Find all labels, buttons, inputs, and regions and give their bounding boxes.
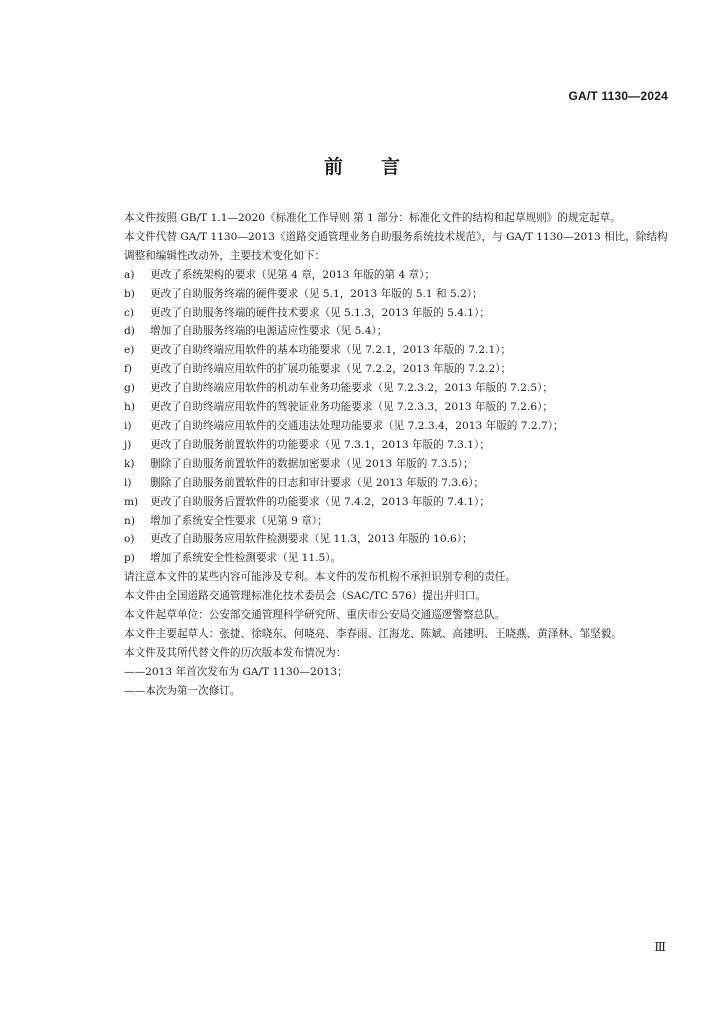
list-marker: g)	[124, 382, 135, 395]
proposer-statement: 本文件由全国道路交通管理标准化技术委员会（SAC/TC 576）提出并归口。	[124, 590, 486, 603]
list-item-text: 更改了系统架构的要求（见第 4 章，2013 年版的第 4 章）；	[150, 268, 436, 281]
page-title: 前言	[323, 156, 438, 178]
page-number: Ⅲ	[654, 940, 666, 954]
list-item	[103, 379, 669, 398]
main-drafters: 本文件主要起草人：张捷、徐晓东、何晓亮、李春雨、江海龙、陈斌、高建明、王晓燕、黄泽林、邹坚毅。	[124, 627, 622, 640]
patent-notice: 请注意本文件的某些内容可能涉及专利。本文件的发布机构不承担识别专利的责任。	[124, 571, 516, 584]
history-item: ——2013 年首次发布为 GA/T 1130—2013；	[124, 665, 348, 678]
list-item-text: 删除了自助服务前置软件的日志和审计要求（见 2013 年版的 7.3.6）；	[150, 476, 485, 489]
drafting-units: 本文件起草单位：公安部交通管理科学研究所、重庆市公安局交通巡逻警察总队。	[124, 609, 506, 622]
list-marker: o)	[124, 533, 135, 546]
list-marker: m)	[124, 495, 139, 508]
list-item-text: 增加了自助服务终端的电源适应性要求（见 5.4）；	[150, 325, 388, 338]
list-item	[103, 360, 669, 379]
list-marker: l)	[124, 476, 132, 489]
list-item	[103, 322, 669, 341]
list-marker: c)	[124, 306, 135, 319]
list-item	[103, 398, 669, 417]
list-item	[103, 493, 669, 512]
list-marker: d)	[124, 325, 135, 338]
list-marker: j)	[124, 438, 132, 451]
list-marker: f)	[124, 363, 133, 376]
list-item	[103, 417, 669, 436]
list-item	[103, 436, 669, 455]
list-item-text: 删除了自助服务前置软件的数据加密要求（见 2013 年版的 7.3.5）；	[150, 457, 474, 470]
paragraph-replacement: 本文件代替 GA/T 1130—2013《道路交通管理业务自助服务系统技术规范》，与 GA/T 1130—2013 相比，除结构调整和编辑性改动外，主要技术变化如下：	[124, 230, 668, 262]
list-item-text: 更改了自助终端应用软件的基本功能要求（见 7.2.1，2013 年版的 7.2.1）；	[150, 344, 512, 357]
history-item: ——本次为第一次修订。	[124, 684, 241, 697]
list-item	[103, 266, 669, 285]
list-item-text: 更改了自助服务前置软件的功能要求（见 7.3.1，2013 年版的 7.3.1）；	[150, 438, 490, 451]
list-item	[103, 304, 669, 323]
list-item	[103, 530, 669, 549]
list-item	[103, 285, 669, 304]
list-item	[103, 474, 669, 493]
list-item-text: 更改了自助终端应用软件的扩展功能要求（见 7.2.2，2013 年版的 7.2.2）；	[150, 363, 512, 376]
list-marker: b)	[124, 287, 135, 300]
list-marker: i)	[124, 419, 132, 432]
foreword-body	[103, 209, 669, 701]
list-marker: h)	[124, 401, 135, 414]
list-item-text: 更改了自助服务终端的硬件技术要求（见 5.1.3，2013 年版的 5.4.1）；	[150, 306, 490, 319]
paragraph-drafting-basis: 本文件按照 GB/T 1.1—2020《标准化工作导则 第 1 部分：标准化文件的结构和起草规则》的规定起草。	[124, 212, 621, 224]
list-marker: e)	[124, 344, 135, 357]
list-marker: p)	[124, 552, 135, 565]
list-item	[103, 549, 669, 568]
list-item-text: 更改了自助服务后置软件的功能要求（见 7.4.2，2013 年版的 7.4.1）；	[150, 495, 490, 508]
list-item-text: 增加了系统安全性要求（见第 9 章）；	[150, 514, 328, 527]
change-list	[103, 266, 669, 569]
list-item	[103, 341, 669, 360]
list-item	[103, 512, 669, 531]
list-item-text: 更改了自助服务终端的硬件要求（见 5.1，2013 年版的 5.1 和 5.2）；	[150, 287, 483, 300]
list-item	[103, 455, 669, 474]
list-marker: n)	[124, 514, 135, 527]
list-marker: a)	[124, 268, 135, 281]
list-item-text: 更改了自助服务应用软件检测要求（见 11.3，2013 年版的 10.6）；	[150, 533, 473, 546]
history-intro: 本文件及其所代替文件的历次版本发布情况为：	[124, 646, 347, 659]
list-item-text: 更改了自助终端应用软件的驾驶证业务功能要求（见 7.2.3.3，2013 年版的 7.2.6）；	[150, 401, 553, 414]
standard-code: GA/T 1130—2024	[568, 89, 668, 103]
list-marker: k)	[124, 457, 135, 470]
list-item-text: 更改了自助终端应用软件的机动车业务功能要求（见 7.2.3.2，2013 年版的 7.2.5）；	[150, 382, 553, 395]
list-item-text: 更改了自助终端应用软件的交通违法处理功能要求（见 7.2.3.4，2013 年版的 7.2.7）；	[150, 419, 564, 432]
list-item-text: 增加了系统安全性检测要求（见 11.5）。	[150, 552, 342, 565]
